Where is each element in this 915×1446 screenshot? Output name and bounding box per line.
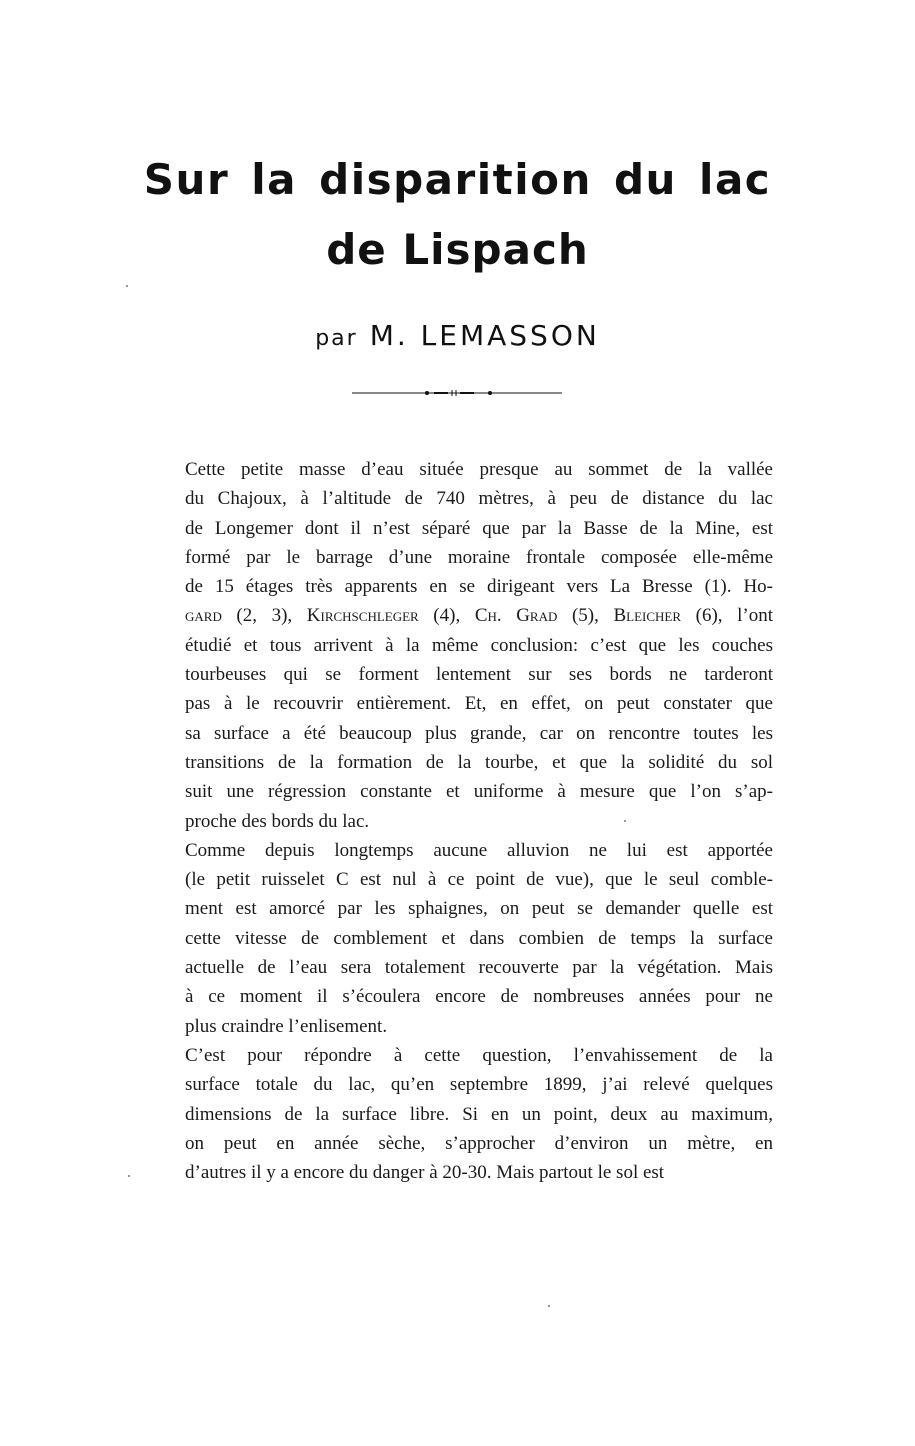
text-line: de Longemer dont il n’est séparé que par la Basse de la Mine, est — [185, 517, 773, 539]
ornament-divider — [352, 386, 562, 400]
author-name: M. LEMASSON — [369, 319, 600, 352]
text-line: à ce moment il s’écoulera encore de nombreuses années pour ne — [185, 986, 773, 1008]
text-line: on peut en année sèche, s’approcher d’environ un mètre, en — [185, 1132, 773, 1154]
text-line: dimensions de la surface libre. Si en un point, deux au maximum, — [185, 1103, 773, 1125]
text-line: suit une régression constante et uniforme à mesure que l’on s’ap- — [185, 781, 773, 803]
text-line: surface totale du lac, qu’en septembre 1899, j’ai relevé quelques — [185, 1074, 773, 1096]
text-line: d’autres il y a encore du danger à 20-30. Mais partout le sol est — [185, 1162, 665, 1184]
citation-ref: (2, 3), — [221, 605, 307, 627]
text-line: (le petit ruisselet C est nul à ce point de vue), que le seul comble- — [185, 869, 773, 891]
text-line: proche des bords du lac. — [185, 810, 370, 832]
paragraph-3 — [148, 1041, 773, 1187]
text-line: cette vitesse de comblement et dans combien de temps la surface — [185, 927, 773, 949]
paper-speck — [624, 820, 626, 822]
text-line: ment est amorcé par les sphaignes, on peut se demander quelle est — [185, 898, 773, 920]
author-citation: gard — [185, 605, 222, 627]
paragraph-1 — [148, 455, 773, 836]
paragraph-2 — [148, 836, 773, 1041]
text-line: Cette petite masse d’eau située presque au sommet de la vallée — [185, 459, 773, 480]
text-line: C’est pour répondre à cette question, l’envahissement de la — [185, 1044, 773, 1066]
paper-speck — [128, 1175, 130, 1177]
article-title — [100, 150, 815, 280]
text-line: du Chajoux, à l’altitude de 740 mètres, à peu de distance du lac — [185, 488, 773, 510]
text-line: plus craindre l’enlisement. — [185, 1015, 388, 1037]
article-body — [148, 455, 773, 1187]
paper-speck — [548, 1305, 550, 1307]
text-line — [148, 601, 773, 630]
text-line: Comme depuis longtemps aucune alluvion ne lui est apportée — [185, 839, 773, 861]
text-line: sa surface a été beaucoup plus grande, car on rencontre toutes les — [185, 722, 773, 744]
citation-ref: (4), — [418, 605, 475, 627]
citation-ref: (6), l’ont — [681, 605, 774, 627]
title-line-2: de Lispach — [326, 225, 589, 274]
text-line: tourbeuses qui se forment lentement sur ses bords ne tarderont — [185, 664, 773, 686]
byline-prefix: par — [315, 326, 358, 351]
citation-ref: (5), — [557, 605, 614, 627]
byline — [100, 318, 815, 357]
text-line: actuelle de l’eau sera totalement recouverte par la végétation. Mais — [185, 957, 773, 979]
title-line-1: Sur la disparition du lac — [143, 155, 772, 204]
author-citation: Ch. Grad — [474, 605, 558, 627]
paper-speck — [126, 285, 128, 287]
text-line: de 15 étages très apparents en se dirigeant vers La Bresse (1). Ho- — [185, 576, 773, 598]
author-citation: Kirchschleger — [306, 605, 419, 627]
text-line: transitions de la formation de la tourbe, et que la solidité du sol — [185, 751, 773, 773]
text-line: formé par le barrage d’une moraine frontale composée elle-même — [185, 546, 773, 568]
author-citation: Bleicher — [613, 605, 682, 627]
text-line: étudié et tous arrivent à la même conclusion: c’est que les couches — [185, 634, 773, 656]
text-line: pas à le recouvrir entièrement. Et, en effet, on peut constater que — [185, 693, 773, 715]
